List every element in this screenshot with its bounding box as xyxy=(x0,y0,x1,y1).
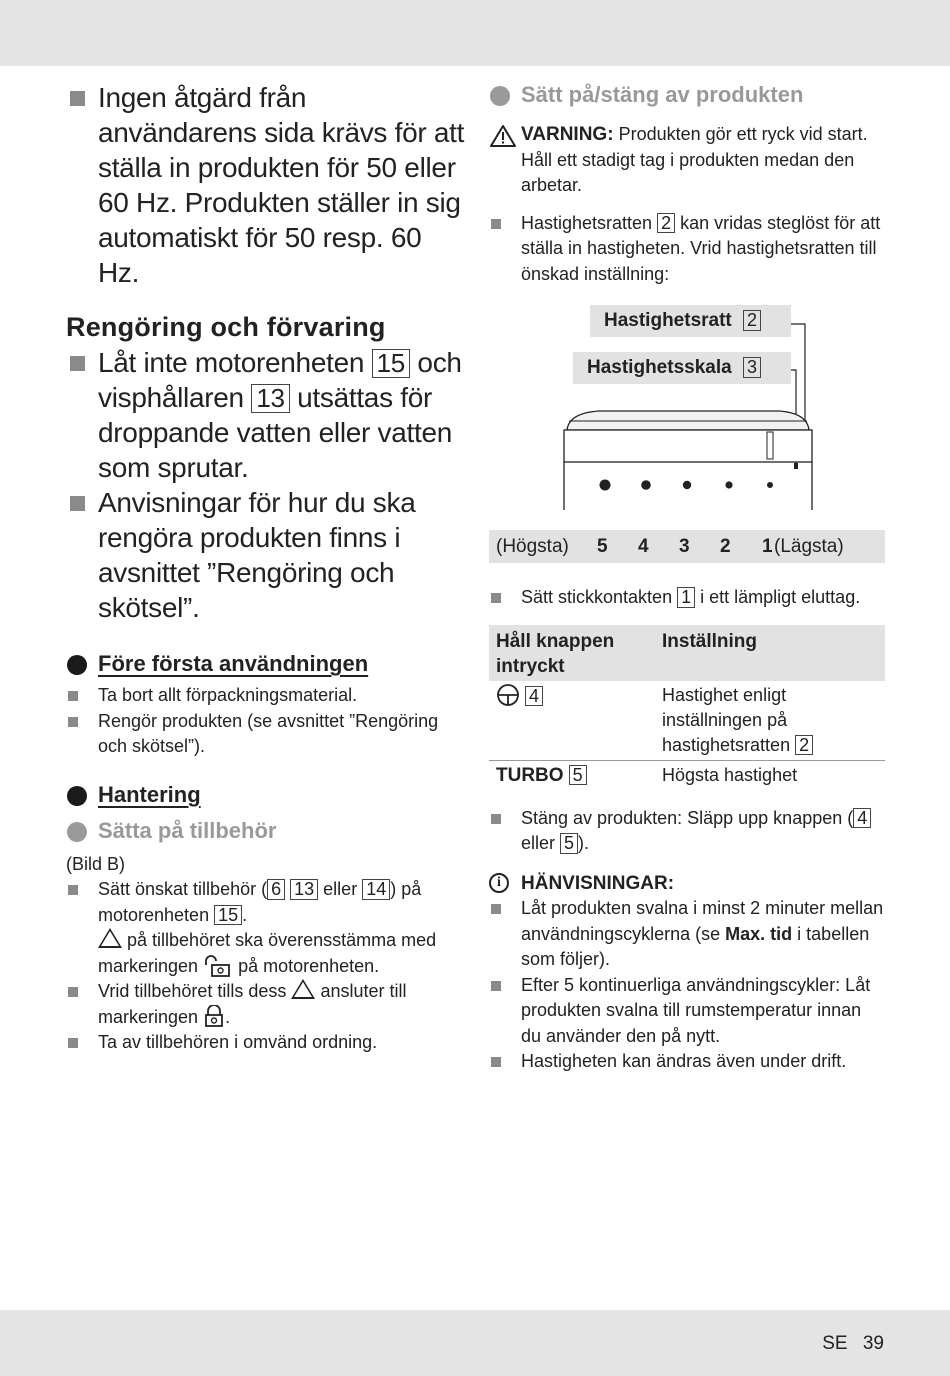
figure-reference: (Bild B) xyxy=(66,853,126,874)
table-header: Inställning xyxy=(655,625,885,681)
bullet-square-icon xyxy=(491,219,501,229)
table-cell: Hastighet enligt inställningen på hastighetsratten 2 xyxy=(655,681,885,761)
ref-number: 5 xyxy=(560,833,578,854)
footer-band xyxy=(0,1310,950,1376)
table-row xyxy=(489,760,885,790)
unlock-icon xyxy=(203,955,233,977)
ref-number: 2 xyxy=(795,735,813,756)
scale-low-label: (Lägsta) xyxy=(774,536,844,557)
scale-number: 1 xyxy=(762,536,773,557)
motor-unit-drawing xyxy=(489,305,885,530)
list-item: Ta av tillbehören i omvänd ordning. xyxy=(66,1030,466,1056)
button-speed-icon xyxy=(496,683,520,707)
ref-number: 1 xyxy=(677,587,695,608)
page-footer xyxy=(812,1333,884,1355)
off-item: Stäng av produkten: Släpp upp knappen ( 4 eller 5 ). xyxy=(489,806,885,857)
intro-text: Ingen åtgärd från användarens sida krävs för att ställa in produkten för 50 eller 60 Hz. Produkten ställer in sig automatiskt för 50 resp. 60 Hz. xyxy=(98,82,465,288)
notes-list xyxy=(489,896,885,1075)
bullet-dot-icon xyxy=(67,822,87,842)
scale-number: 3 xyxy=(679,536,690,557)
header-band xyxy=(0,0,950,66)
scale-number: 5 xyxy=(597,536,608,557)
bullet-dot-icon xyxy=(67,655,87,675)
right-column xyxy=(489,80,885,1075)
intro-item xyxy=(66,80,466,290)
clean-item-1-b: och visphållaren xyxy=(98,347,462,413)
speed-scale-label: Hastighetsskala 3 xyxy=(573,352,791,384)
clean-item-1-a: Låt inte motorenheten xyxy=(98,347,365,378)
onoff-heading: Sätt på/stäng av produkten xyxy=(489,82,885,108)
bullet-square-icon xyxy=(68,885,78,895)
before-heading: Före första användningen xyxy=(66,651,466,677)
warning-block xyxy=(489,122,885,199)
before-list xyxy=(66,683,466,760)
ref-number: 14 xyxy=(362,879,390,900)
warning-triangle-icon xyxy=(489,124,517,148)
list-item: Hastigheten kan ändras även under drift. xyxy=(489,1049,885,1075)
bullet-square-icon xyxy=(70,91,85,106)
bullet-square-icon xyxy=(70,356,85,371)
ref-number: 15 xyxy=(214,905,242,926)
list-item: Ta bort allt förpackningsmaterial. xyxy=(66,683,466,709)
language-code: SE xyxy=(822,1333,848,1354)
warning-text: Produkten gör ett ryck vid start. Håll ett stadigt tag i produkten medan den arbetar. xyxy=(521,124,868,195)
scale-high-label: (Högsta) xyxy=(496,536,569,557)
table-cell: TURBO 5 xyxy=(489,760,655,790)
bullet-square-icon xyxy=(68,717,78,727)
speed-item: Hastighetsratten 2 kan vridas steglöst för att ställa in hastigheten. Vrid hastighetsratten till önskad inställning: xyxy=(489,211,885,288)
ref-number: 4 xyxy=(525,686,543,707)
list-item: Vrid tillbehöret tills dess ansluter till markeringen . xyxy=(66,979,466,1030)
warning-triangle-icon xyxy=(98,928,122,948)
ref-number: 2 xyxy=(657,213,675,234)
bullet-square-icon xyxy=(491,981,501,991)
table-header-row xyxy=(489,625,885,681)
left-column xyxy=(66,80,466,1056)
attach-section xyxy=(66,852,466,1056)
ref-number: 13 xyxy=(251,384,289,413)
notes-block xyxy=(489,871,885,897)
bullet-square-icon xyxy=(70,496,85,511)
scale-number: 4 xyxy=(638,536,649,557)
scale-number: 2 xyxy=(720,536,731,557)
list-item: Efter 5 kontinuerliga användningscykler: Låt produkten svalna till rumstemperatur innan du använder den på nytt. xyxy=(489,973,885,1050)
list-item: Rengör produkten (se avsnittet ”Rengöring och skötsel”). xyxy=(66,709,466,760)
clean-item-1-c: utsättas för droppande vatten eller vatten som sprutar. xyxy=(98,382,453,483)
clean-heading: Rengöring och förvaring xyxy=(66,312,386,342)
list-item: Låt produkten svalna i minst 2 minuter mellan användningscyklerna (se Max. tid i tabellen som följer). xyxy=(489,896,885,973)
ref-number: 6 xyxy=(267,879,285,900)
ref-number: 2 xyxy=(743,310,761,331)
clean-item-2 xyxy=(66,485,466,625)
clean-item-1 xyxy=(66,345,466,485)
plug-item: Sätt stickkontakten 1 i ett lämpligt eluttag. xyxy=(489,585,885,611)
page-number: 39 xyxy=(862,1333,884,1354)
attach-heading: Sätta på tillbehör xyxy=(66,818,466,844)
table-cell: Högsta hastighet xyxy=(662,764,798,785)
warning-triangle-icon xyxy=(291,979,315,999)
table-cell xyxy=(489,681,655,761)
bullet-square-icon xyxy=(491,1057,501,1067)
list-item: Sätt önskat tillbehör ( 6 13 eller 14 ) på motorenheten 15 . på tillbehöret ska överensstämma med markeringen på motorenheten. xyxy=(66,877,466,979)
table-row xyxy=(489,681,885,761)
table-header: Håll knappen intryckt xyxy=(489,625,655,681)
bullet-square-icon xyxy=(491,814,501,824)
lock-icon xyxy=(203,1005,225,1027)
settings-table xyxy=(489,625,885,790)
bullet-square-icon xyxy=(491,904,501,914)
ref-number: 3 xyxy=(743,357,761,378)
bullet-square-icon xyxy=(68,1038,78,1048)
bullet-dot-icon xyxy=(490,86,510,106)
speed-scale-band xyxy=(489,530,885,563)
bullet-square-icon xyxy=(491,593,501,603)
warning-label: VARNING: xyxy=(521,124,614,145)
ref-number: 5 xyxy=(569,765,587,786)
bullet-square-icon xyxy=(68,691,78,701)
speed-dial-figure xyxy=(489,305,885,530)
ref-number: 13 xyxy=(290,879,318,900)
ref-number: 4 xyxy=(853,808,871,829)
bullet-dot-icon xyxy=(67,786,87,806)
speed-dial-label: Hastighetsratt 2 xyxy=(590,305,791,337)
handling-heading: Hantering xyxy=(66,782,466,808)
bullet-square-icon xyxy=(68,987,78,997)
notes-heading: HÄNVISNINGAR: xyxy=(521,872,675,894)
ref-number: 15 xyxy=(372,349,410,378)
clean-item-2-text: Anvisningar för hur du ska rengöra produkten finns i avsnittet ”Rengöring och skötsel”. xyxy=(98,487,416,623)
info-icon: i xyxy=(489,873,509,893)
